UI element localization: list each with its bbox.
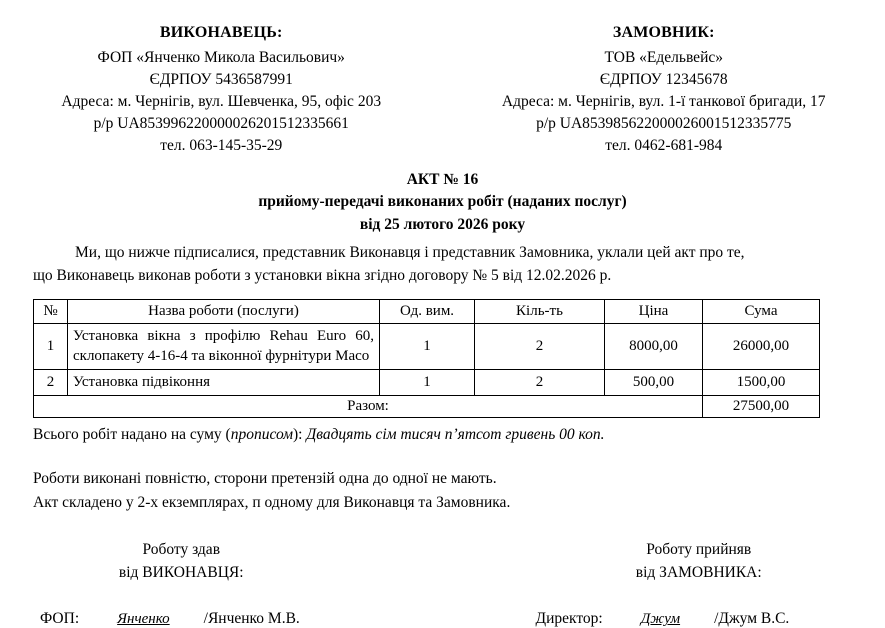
executor-signature-group: [0, 610, 443, 628]
table-row: [34, 370, 820, 396]
cell-qty: 2: [475, 370, 605, 396]
executor-address: Адреса: м. Чернігів, вул. Шевченка, 95, офіс 203: [0, 91, 443, 113]
executor-signature-mark: Янченко: [117, 611, 170, 628]
cell-unit: 1: [380, 323, 475, 369]
executor-name: ФОП «Янченко Микола Васильович»: [0, 47, 443, 69]
signature-headings: [0, 539, 885, 584]
executor-phone: тел. 063-145-35-29: [0, 135, 443, 157]
intro-paragraph: [0, 241, 885, 288]
note-line-1: Роботи виконані повністю, сторони претензій одна до одної не мають.: [33, 467, 852, 491]
th-sum: Сума: [703, 299, 820, 323]
cell-price: 500,00: [605, 370, 703, 396]
executor-account: р/р UA853996220000026201512335661: [0, 113, 443, 135]
note-line-2: Акт складено у 2-х екземплярах, п одному для Виконавця та Замовника.: [33, 491, 852, 515]
intro-line-1: Ми, що нижче підписалися, представник Виконавця і представник Замовника, уклали цей акт про те,: [75, 244, 745, 261]
executor-edrpou: ЄДРПОУ 5436587991: [0, 69, 443, 91]
customer-edrpou: ЄДРПОУ 12345678: [443, 69, 885, 91]
acceptance-heading-line1: Роботу прийняв: [513, 539, 885, 561]
th-unit: Од. вим.: [380, 299, 475, 323]
total-value: 27500,00: [703, 395, 820, 417]
handover-heading-line2: від ВИКОНАВЦЯ:: [0, 562, 363, 584]
parties-header: [0, 0, 885, 157]
customer-role-label: Директор:: [536, 610, 603, 628]
total-label: Разом:: [34, 395, 703, 417]
th-qty: Кіль-ть: [475, 299, 605, 323]
customer-phone: тел. 0462-681-984: [443, 135, 885, 157]
amount-in-words: [33, 424, 852, 446]
customer-signature-group: [443, 610, 885, 628]
customer-block: [443, 22, 885, 157]
handover-heading-line1: Роботу здав: [0, 539, 363, 561]
handover-heading: [0, 539, 443, 584]
table-header-row: [34, 299, 820, 323]
th-name: Назва роботи (послуги): [68, 299, 380, 323]
document-title: [0, 169, 885, 236]
notes-block: [33, 467, 852, 515]
customer-title: ЗАМОВНИК:: [443, 22, 885, 45]
executor-title: ВИКОНАВЕЦЬ:: [0, 22, 443, 45]
cell-price: 8000,00: [605, 323, 703, 369]
cell-no: 2: [34, 370, 68, 396]
cell-qty: 2: [475, 323, 605, 369]
acceptance-heading-line2: від ЗАМОВНИКА:: [513, 562, 885, 584]
customer-signature-name: /Джум В.С.: [714, 610, 789, 628]
cell-sum: 1500,00: [703, 370, 820, 396]
works-table: [33, 299, 820, 418]
signature-rows: [0, 610, 885, 628]
intro-line-2: що Виконавець виконав роботи з установки вікна згідно договору № 5 від 12.02.2026 р.: [33, 264, 852, 287]
amount-middle: ):: [293, 426, 306, 443]
acceptance-heading: [443, 539, 885, 584]
table-row: [34, 323, 820, 369]
customer-account: р/р UA853985622000026001512335775: [443, 113, 885, 135]
customer-address: Адреса: м. Чернігів, вул. 1-ї танкової бригади, 17: [443, 91, 885, 113]
cell-name: Установка вікна з профілю Rehau Euro 60, склопакету 4-16-4 та віконної фурнітури Maco: [68, 323, 380, 369]
works-table-wrapper: [33, 299, 852, 418]
cell-no: 1: [34, 323, 68, 369]
executor-signature-name: /Янченко М.В.: [204, 610, 300, 628]
cell-name: Установка підвіконня: [68, 370, 380, 396]
customer-name: ТОВ «Едельвейс»: [443, 47, 885, 69]
th-price: Ціна: [605, 299, 703, 323]
th-no: №: [34, 299, 68, 323]
amount-propys-label: прописом: [231, 426, 293, 443]
act-subtitle: прийому-передачі виконаних робіт (наданих послуг): [0, 191, 885, 213]
act-date: від 25 лютого 2026 року: [0, 214, 885, 236]
amount-words-value: Двадцять сім тисяч п’ятсот гривень 00 коп.: [306, 426, 604, 443]
cell-sum: 26000,00: [703, 323, 820, 369]
amount-prefix: Всього робіт надано на суму (: [33, 426, 231, 443]
table-total-row: [34, 395, 820, 417]
act-number: АКТ № 16: [0, 169, 885, 191]
executor-role-label: ФОП:: [40, 610, 79, 628]
cell-unit: 1: [380, 370, 475, 396]
customer-signature-mark: Джум: [641, 611, 680, 628]
executor-block: [0, 22, 443, 157]
